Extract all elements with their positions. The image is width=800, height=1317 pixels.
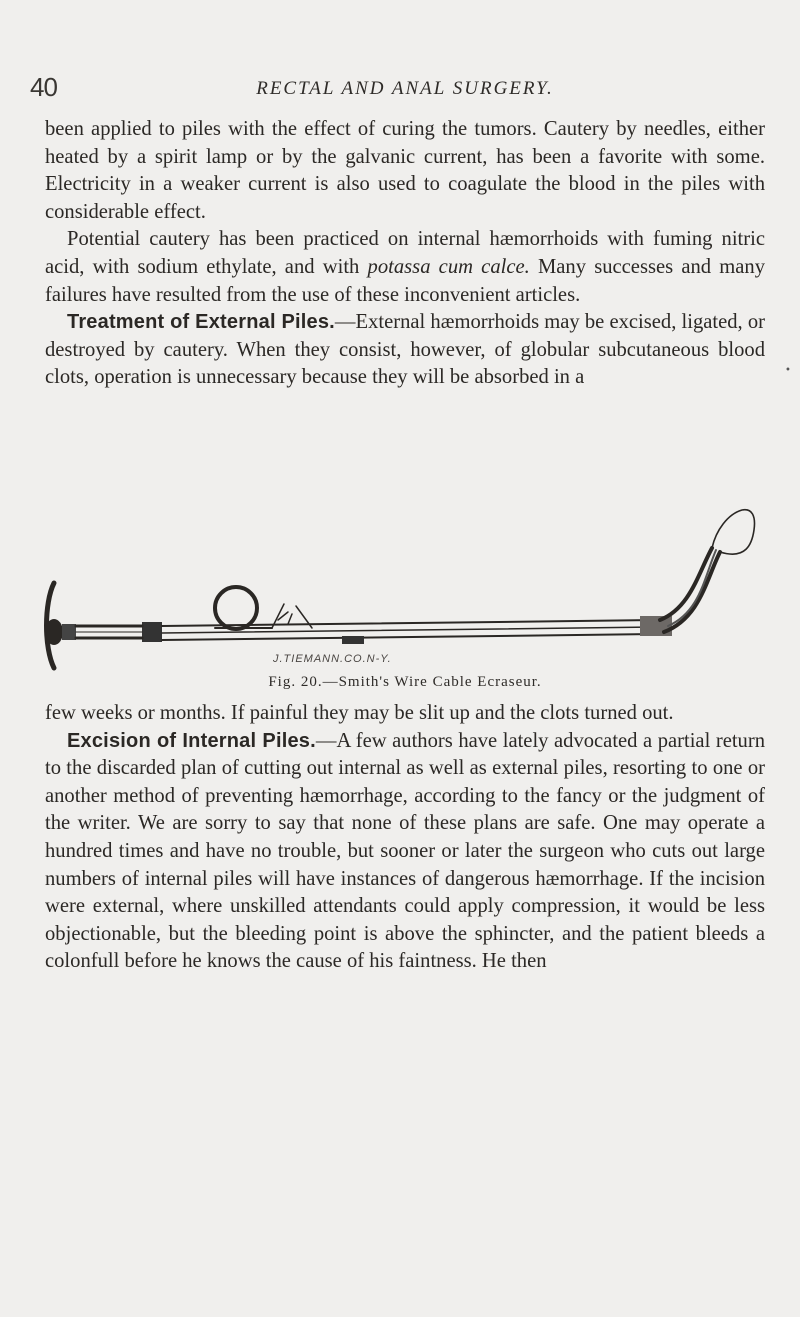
wire-loop <box>712 510 755 554</box>
text-block-bottom <box>45 700 765 976</box>
paragraph-excision-text: —A few authors have lately advocated a partial return to the discarded plan of cutting out internal as well as external piles, resorting to one or another method of preventing hæmorrhage, according to the fancy or the judgment of the writer. We are sorry to say that none of these plans are safe. One may operate a hundred times and have no trouble, but sooner or later the surgeon who cuts out large numbers of internal piles will have instances of dangerous hæmorrhage. If the incision were external, where unskilled attendants could apply compression, it would be less objectionable, but the bleeding point is above the sphincter, and the patient bleeds a colonfull before he knows the cause of his faintness. He then <box>45 729 766 973</box>
paragraph-cautery <box>45 116 765 226</box>
margin-mark: • <box>785 365 791 376</box>
collar-right <box>142 622 162 642</box>
paragraph-cautery-text: been applied to piles with the effect of curing the tumors. Cautery by needles, either heated by a spirit lamp or by the galvanic current, has been a favorite with some. Electricity in a weaker current is also used to coagulate the blood in the piles with considerable effect. <box>45 118 765 223</box>
text-block-top <box>45 116 765 392</box>
slider-block <box>342 636 364 644</box>
figure-caption: Fig. 20.—Smith's Wire Cable Ecraseur. <box>268 674 542 690</box>
paragraph-clots <box>45 700 765 728</box>
paragraph-potential-cautery <box>45 226 765 309</box>
paragraph-potential-cautery-text-a: Potential cautery has been practiced on internal hæmorrhoids with fuming nitric acid, with sodium ethylate, and with <box>45 228 765 278</box>
shaft-bottom <box>162 634 660 640</box>
section-heading-external-piles: Treatment of External Piles. <box>67 311 335 334</box>
page-header <box>30 72 780 108</box>
maker-mark: J.TIEMANN.CO.N-Y. <box>273 653 392 665</box>
paragraph-clots-text: few weeks or months. If painful they may be slit up and the clots turned out. <box>45 702 674 724</box>
paragraph-external-piles-text: —External hæmorrhoids may be excised, ligated, or destroyed by cautery. When they consist, however, of globular subcutaneous blood clots, operation is unnecessary because they will be absorbed in a <box>45 311 765 389</box>
page-number: 40 <box>30 72 57 102</box>
paragraph-potential-cautery-text-b: Many successes and many failures have resulted from the use of these inconvenient articles. <box>45 255 766 306</box>
running-head: RECTAL AND ANAL SURGERY. <box>256 78 554 99</box>
figure-ecraseur <box>40 508 766 673</box>
paragraph-external-piles <box>45 309 765 392</box>
paragraph-excision <box>45 728 765 976</box>
collar-left <box>62 624 76 640</box>
shaft-top <box>162 620 660 626</box>
thumb-ring <box>215 587 257 629</box>
section-heading-excision: Excision of Internal Piles. <box>67 729 316 752</box>
latin-term: potassa cum calce. <box>367 255 530 278</box>
wire-cable-ecraseur-illustration <box>40 508 766 673</box>
handle-cap <box>45 619 63 645</box>
